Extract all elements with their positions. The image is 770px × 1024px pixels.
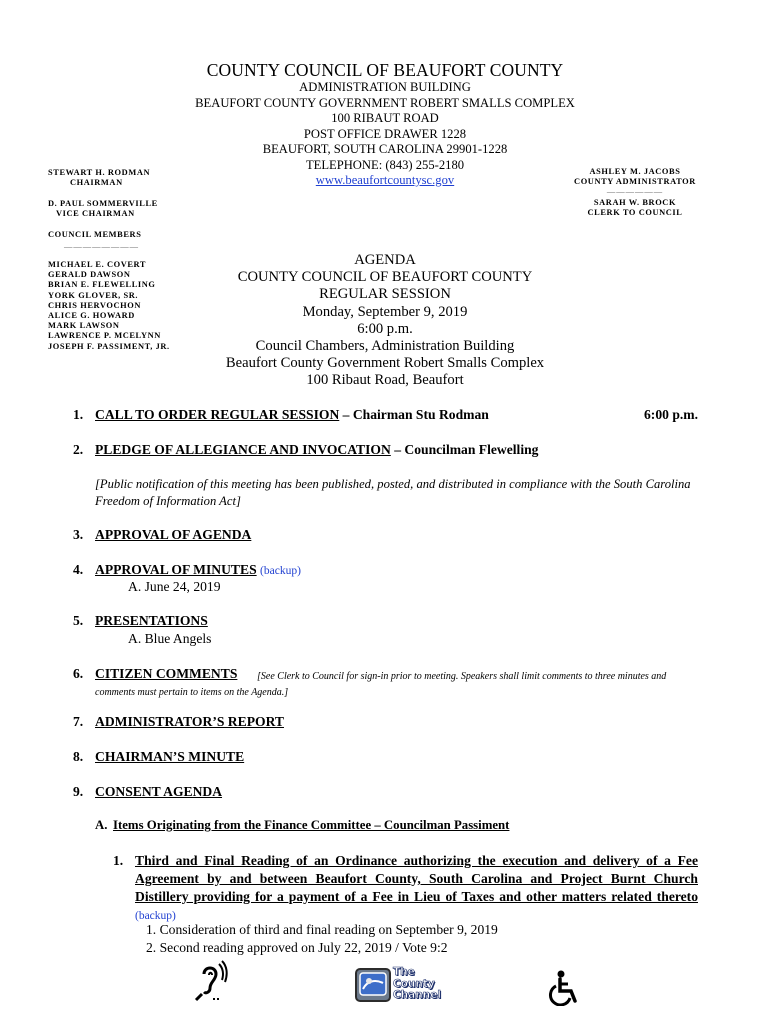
item-presenter: – Chairman Stu Rodman — [339, 407, 489, 422]
item-title: APPROVAL OF AGENDA — [95, 527, 252, 542]
tv-icon — [355, 967, 391, 1003]
agenda-date: Monday, September 9, 2019 — [302, 303, 468, 320]
public-notice: [Public notification of this meeting has been published, posted, and distributed in compliance with the South Carolina Freedom of Information Act] — [95, 477, 691, 508]
item-title: PLEDGE OF ALLEGIANCE AND INVOCATION — [95, 442, 391, 457]
address-line: BEAUFORT, SOUTH CAROLINA 29901-1228 — [262, 142, 508, 156]
item-title: CALL TO ORDER REGULAR SESSION — [95, 407, 340, 422]
chairman-block — [48, 168, 150, 188]
agenda-line: COUNTY COUNCIL OF BEAUFORT COUNTY — [237, 269, 533, 286]
address-line: TELEPHONE: (843) 255-2180 — [305, 157, 465, 172]
minutes-date: A. June 24, 2019 — [128, 579, 221, 594]
item-title: ADMINISTRATOR’S REPORT — [95, 714, 284, 729]
consent-section-a — [95, 818, 509, 833]
members-heading: COUNCIL MEMBERS — [48, 230, 142, 239]
chairman-title: CHAIRMAN — [70, 178, 123, 188]
agenda-item-4 — [73, 562, 301, 578]
member-name: MICHAEL E. COVERT — [48, 260, 147, 269]
section-label: A. — [95, 818, 108, 832]
agenda-item-9 — [73, 784, 222, 800]
agenda-line: REGULAR SESSION — [319, 286, 451, 303]
address-line: 100 RIBAUT ROAD — [331, 111, 439, 125]
vice-chairman-name: D. PAUL SOMMERVILLE — [48, 199, 158, 208]
item-title: CONSENT AGENDA — [95, 784, 223, 799]
agenda-line: 100 Ribaut Road, Beaufort — [306, 372, 464, 389]
item-number: 8. — [73, 749, 84, 764]
vice-chairman-block — [48, 199, 158, 219]
item-number: 9. — [73, 784, 84, 799]
administrator-name: ASHLEY M. JACOBS — [589, 167, 681, 176]
consent-item-1 — [113, 852, 698, 925]
org-title: COUNTY COUNCIL OF BEAUFORT COUNTY — [206, 60, 564, 80]
agenda-header — [200, 252, 570, 390]
item-presenter: – Councilman Flewelling — [390, 442, 539, 457]
consent-item-1-notes — [146, 921, 498, 957]
presentation-item: A. Blue Angels — [128, 631, 212, 646]
item-title: APPROVAL OF MINUTES — [95, 562, 257, 577]
members-list — [48, 260, 170, 352]
vice-chairman-title: VICE CHAIRMAN — [56, 209, 135, 219]
member-name: LAWRENCE P. MCELYNN — [48, 331, 161, 341]
website-link[interactable]: www.beaufortcountysc.gov — [315, 173, 455, 187]
member-name: BRIAN E. FLEWELLING — [48, 280, 156, 290]
item-title: Third and Final Reading of an Ordinance authorizing the execution and delivery of a Fee Agreement by and between Beaufort County, South Carolina and Project Burnt Church Distillery providing for a payment of a Fee in Lieu of Taxes and other matters related thereto — [135, 853, 698, 904]
agenda-line: Beaufort County Government Robert Smalls Complex — [225, 355, 545, 372]
member-name: GERALD DAWSON — [48, 270, 131, 280]
item-title: CITIZEN COMMENTS — [95, 666, 238, 681]
item-title: PRESENTATIONS — [95, 613, 208, 628]
agenda-item-8 — [73, 749, 244, 765]
county-channel-logo — [355, 967, 441, 1003]
agenda-item-1 — [73, 407, 698, 423]
agenda-item-5 — [73, 613, 208, 629]
item-number: 3. — [73, 527, 84, 542]
member-name: ALICE G. HOWARD — [48, 311, 135, 321]
address-line: POST OFFICE DRAWER 1228 — [303, 126, 467, 141]
members-divider: ———————— — [64, 242, 139, 251]
clerk-name: SARAH W. BROCK — [593, 197, 677, 207]
item-time: 6:00 p.m. — [644, 407, 698, 422]
item-number: 4. — [73, 562, 84, 577]
chairman-name: STEWART H. RODMAN — [48, 168, 151, 177]
item-number: 1. — [113, 853, 124, 868]
clerk-title: CLERK TO COUNCIL — [587, 207, 683, 217]
agenda-item-3 — [73, 527, 251, 543]
agenda-time: 6:00 p.m. — [357, 320, 413, 337]
agenda-item-2 — [73, 442, 538, 458]
item-number: 2. — [73, 442, 84, 457]
channel-logo-text: The County Channel — [393, 966, 441, 1001]
agenda-heading: AGENDA — [354, 252, 416, 268]
reading-note: 1. Consideration of third and final reading on September 9, 2019 — [146, 922, 498, 937]
agenda-item-7 — [73, 714, 284, 730]
item-number: 1. — [73, 407, 84, 422]
backup-link[interactable]: (backup) — [135, 910, 176, 922]
wheelchair-icon — [548, 970, 584, 1006]
address-line: BEAUFORT COUNTY GOVERNMENT ROBERT SMALLS COMPLEX — [195, 95, 575, 110]
member-name: CHRIS HERVOCHON — [48, 300, 141, 310]
administrator-title: COUNTY ADMINISTRATOR — [574, 177, 696, 187]
right-divider: —————— — [606, 187, 664, 197]
agenda-line: Council Chambers, Administration Building — [255, 338, 515, 355]
member-name: YORK GLOVER, SR. — [48, 290, 139, 300]
hearing-assist-icon — [192, 960, 228, 1006]
backup-link[interactable]: (backup) — [260, 565, 301, 577]
item-number: 5. — [73, 613, 84, 628]
member-name: MARK LAWSON — [48, 321, 120, 331]
reading-note: 2. Second reading approved on July 22, 2019 / Vote 9:2 — [146, 940, 448, 955]
administrator-block — [570, 167, 700, 218]
item-title: CHAIRMAN’S MINUTE — [95, 749, 245, 764]
citizen-comments-note: [See Clerk to Council for sign-in prior to meeting. Speakers shall limit comments to three minutes and comments must pertain to items on the Agenda.] — [95, 671, 667, 698]
item-number: 6. — [73, 666, 84, 681]
section-title: Items Originating from the Finance Committee – Councilman Passiment — [113, 818, 510, 832]
member-name: JOSEPH F. PASSIMENT, JR. — [48, 341, 170, 351]
address-line: ADMINISTRATION BUILDING — [299, 80, 471, 94]
item-number: 7. — [73, 714, 84, 729]
